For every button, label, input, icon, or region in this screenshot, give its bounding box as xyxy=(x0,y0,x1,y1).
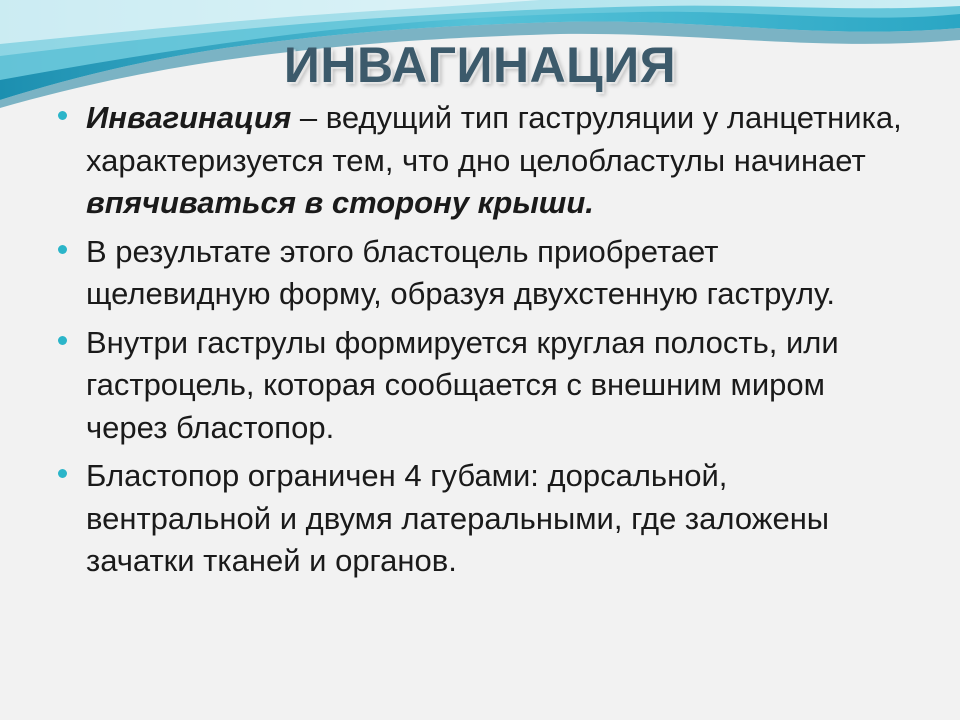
bullet-text: Бластопор ограничен 4 губами: дорсальной, вентральной и двумя латеральными, где заложены зачатки тканей и органов. xyxy=(86,458,830,578)
bullet-item xyxy=(58,322,908,450)
bullet-item xyxy=(58,231,908,316)
bullet-item xyxy=(58,97,908,225)
bullet-dot-icon xyxy=(58,245,67,254)
emphasis-highlight: впячиваться в сторону крыши. xyxy=(86,185,594,220)
bullet-text: – ведущий тип гаструляции у ланцетника, характеризуется тем, что дно целобластулы начинает xyxy=(86,100,902,178)
bullet-list xyxy=(58,97,908,589)
bullet-dot-icon xyxy=(58,111,67,120)
bullet-text: Внутри гаструлы формируется круглая полость, или гастроцель, которая сообщается с внешним миром через бластопор. xyxy=(86,324,839,445)
bullet-dot-icon xyxy=(58,469,67,478)
bullet-dot-icon xyxy=(58,336,67,345)
slide-title: ИНВАГИНАЦИЯ xyxy=(283,37,677,93)
bullet-item xyxy=(58,455,908,583)
bullet-text: В результате этого бластоцель приобретает щелевидную форму, образуя двухстенную гаструлу. xyxy=(86,233,835,311)
term-highlight: Инвагинация xyxy=(86,100,292,135)
